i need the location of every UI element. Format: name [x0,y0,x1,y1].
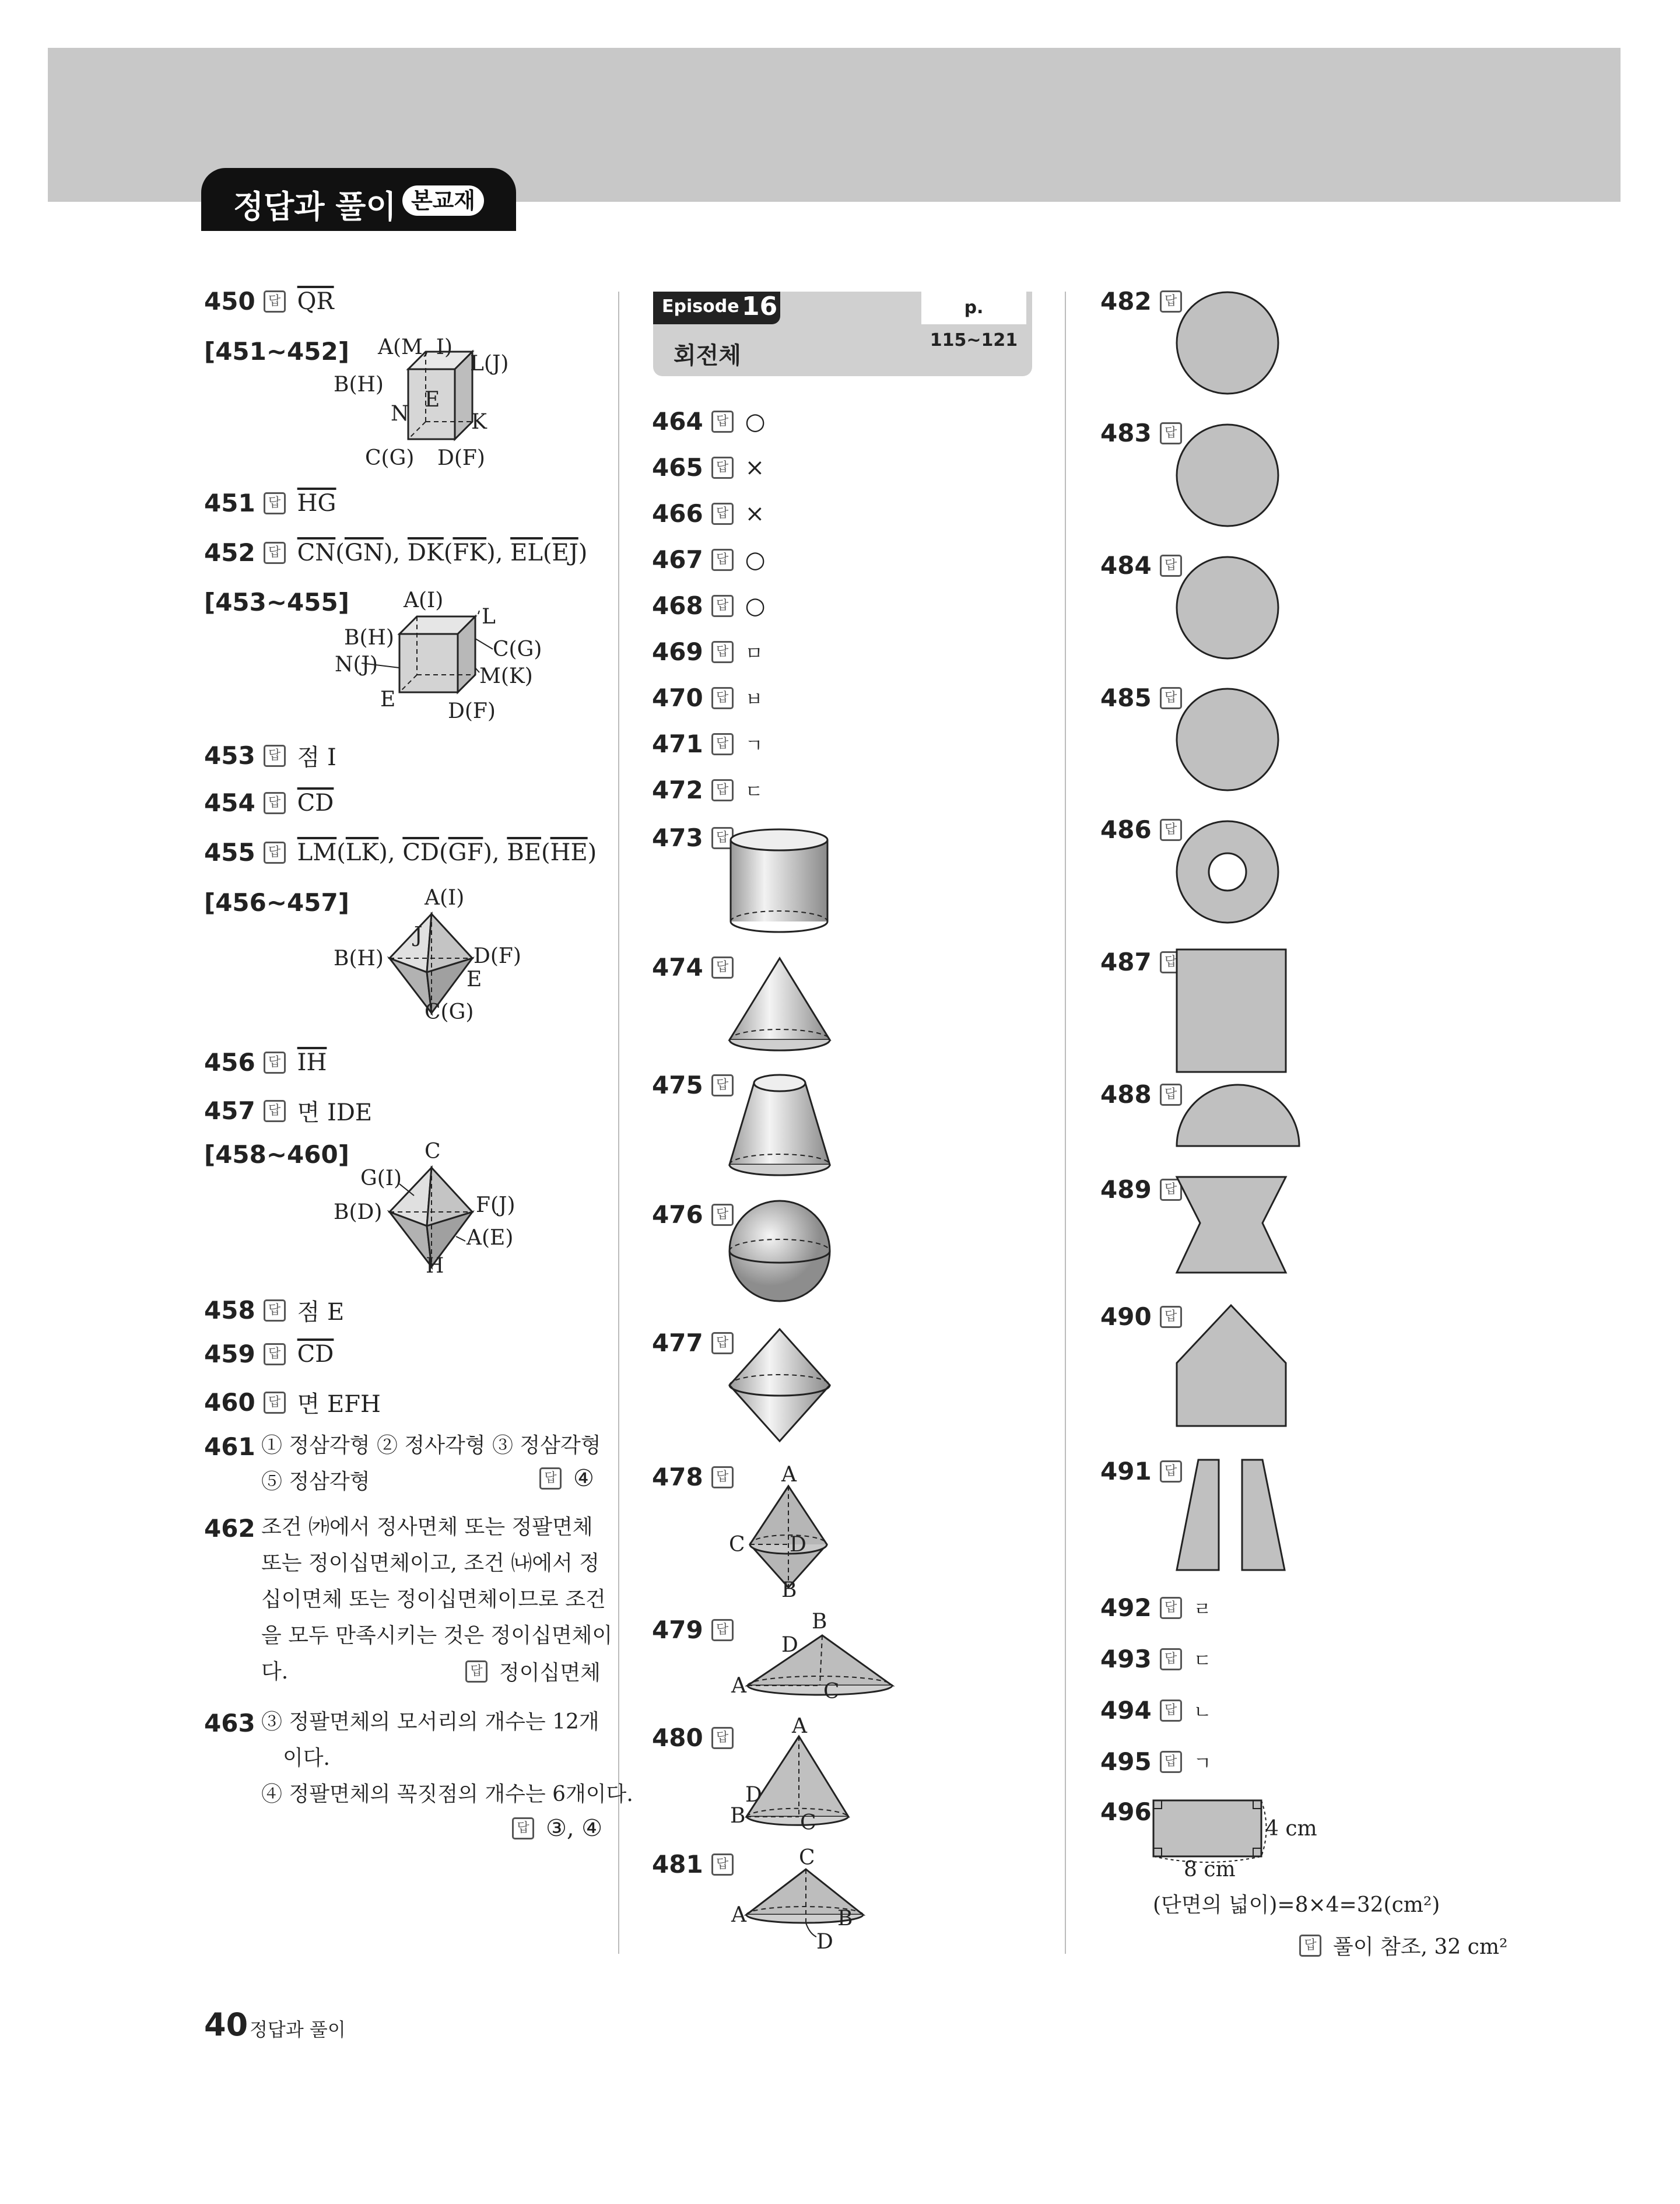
solution-463-line2: 이다. [283,1746,330,1770]
answer-471: 471 답 ㄱ [652,730,763,758]
label-height: 4 cm [1265,1817,1317,1841]
answer-value: 면 EFH [297,1391,381,1418]
label-a: A [731,1674,746,1698]
answer-494: 494 답 ㄴ [1100,1696,1212,1725]
label-a: A(E) [467,1226,514,1250]
answer-457 [204,1094,372,1127]
answer-value: ③, ④ [546,1815,603,1842]
answer-488: 488 답 [1100,1080,1186,1109]
answer-badge: 답 [264,1052,286,1074]
answer-482: 482 답 [1100,287,1186,316]
answer-455: 455 답 $\overline{LM}(\overline{LK})$, $\overline{CD}(\overline{GF})$, $\overline{BE}(\overline{HE})$ [204,838,597,867]
label-b: B [781,1578,797,1598]
label-a: A [792,1718,807,1738]
answer-value: ④ [573,1465,594,1492]
label-a: A(I) [404,588,444,612]
answer-badge: 답 [264,745,286,767]
pentagon-490 [1175,1304,1292,1429]
cone-labeled-figure-480 [723,1718,875,1840]
answer-468: 468 답 ○ [652,591,766,620]
answer-value: 풀이 참조, 32 cm² [1333,1935,1508,1959]
answer-462 [465,1656,601,1686]
answer-477: 477 답 [652,1329,737,1357]
problem-number: 459 [204,1340,255,1368]
label-e: E [467,968,482,991]
flat-cone-figure-481 [723,1846,875,1951]
episode-title: 회전체 [674,342,741,369]
answer-489: 489 답 [1100,1175,1186,1204]
double-cone-labeled-figure [723,1458,851,1598]
answer-badge: 답 [1299,1935,1321,1957]
answer-value: 점 E [297,1299,345,1326]
trapezoids-491 [1175,1458,1292,1575]
answer-badge: 답 [264,1343,286,1365]
label-b: B [812,1611,827,1634]
cube-figure-2 [327,586,560,726]
cone-figure [726,954,843,1056]
page-number: 40 [204,2006,248,2043]
answer-badge: 답 [264,1100,286,1122]
answer-value: 점 I [297,744,336,771]
answer-value: $\overline{HG}$ [297,489,336,517]
label-l: L [482,605,496,629]
circle-484 [1175,555,1286,666]
answer-value: $\overline{CD}$ [297,789,334,817]
answer-495: 495 답 ㄱ [1100,1747,1212,1776]
problem-number: 453 [204,741,255,770]
problem-number: 450 [204,287,255,316]
annulus-486 [1175,819,1286,930]
answer-value: 정이십면체 [499,1661,601,1685]
group-label: [453~455] [204,588,349,616]
column-divider-1 [618,292,619,1954]
label-e: E [425,388,440,412]
column-divider-2 [1065,292,1066,1954]
solution-463-line1: ③ 정팔면체의 모서리의 개수는 12개 [261,1710,599,1734]
answer-465: 465 답 × [652,453,765,482]
answer-value: $\overline{CD}$ [297,1340,334,1368]
label-m: M(K) [479,664,533,688]
answer-469: 469 답 ㅁ [652,637,763,666]
label-d: D(F) [474,944,521,968]
answer-484: 484 답 [1100,551,1186,580]
label-b: B(D) [334,1200,383,1224]
answer-453 [204,739,336,772]
label-c: C [800,1811,816,1835]
label-c: C [823,1680,840,1704]
label-c: C [729,1533,745,1557]
label-d: D [781,1633,798,1657]
answer-badge: 답 [264,492,286,514]
problem-number-496: 496 [1100,1797,1152,1826]
label-b: B [730,1804,746,1828]
answer-badge: 답 [264,1299,286,1322]
answer-456 [204,1048,327,1077]
solution-462-line5: 다. [261,1660,289,1684]
group-label: [456~457] [204,888,349,917]
answer-476: 476 답 [652,1200,737,1229]
answer-464: 464 답 ○ [652,407,766,436]
label-a: A [781,1463,797,1487]
label-d: D [816,1930,833,1951]
problem-number: 457 [204,1096,255,1125]
octahedron-figure-2 [327,1137,548,1283]
answer-461 [539,1465,594,1492]
answer-492: 492 답 ㄹ [1100,1593,1212,1622]
label-c: C(G) [493,637,542,661]
label-a: A(I) [425,886,465,910]
solution-461-line2: ⑤ 정삼각형 [261,1470,370,1494]
answer-486: 486 답 [1100,815,1186,844]
circle-482 [1175,290,1286,401]
answer-458 [204,1294,344,1327]
label-n: N [391,402,409,426]
problem-number: 455 [204,838,255,867]
answer-459 [204,1340,334,1368]
answer-485: 485 답 [1100,684,1186,712]
answer-466: 466 답 × [652,499,765,528]
solution-463-line3: ④ 정팔면체의 꼭짓점의 개수는 6개이다. [261,1782,633,1806]
answer-493: 493 답 ㄷ [1100,1645,1212,1673]
answer-473: 473 답 [652,824,737,852]
semicircle-488 [1175,1082,1303,1149]
problem-number: 458 [204,1296,255,1324]
problem-number-462: 462 [204,1514,255,1543]
label-j: J [414,923,423,947]
label-width: 8 cm [1184,1858,1236,1881]
answer-badge: 답 [264,792,286,814]
rectangle-496 [1149,1793,1335,1887]
answer-479: 479 답 [652,1616,737,1644]
solution-462-line3: 십이면체 또는 정이십면체이므로 조건 [261,1588,606,1611]
answer-value: $\overline{QR}$ [297,288,334,315]
flat-cone-figure-479 [723,1611,898,1704]
rectangle-487 [1175,948,1292,1076]
label-b: B(H) [334,947,384,970]
label-h: H [426,1254,444,1278]
episode-word: Episode [662,296,739,317]
answer-badge: 답 [512,1817,534,1839]
label-l: L(J) [470,352,509,376]
answer-450 [204,287,334,316]
answer-483: 483 답 [1100,419,1186,447]
answer-badge: 답 [264,842,286,864]
label-b: B(H) [344,626,394,650]
answer-452: 452 답 $\overline{CN}(\overline{GN})$, $\overline{DK}(\overline{FK})$, $\overline{EL}(\overline{EJ})$ [204,538,588,567]
answer-487: 487 답 [1100,948,1186,976]
solution-462-line2: 또는 정이십면체이고, 조건 ㈏에서 정 [261,1551,600,1575]
label-a: A(M, I) [378,335,453,359]
label-c: C [425,1140,441,1164]
episode-pages: p. 115~121 [921,292,1026,324]
answer-463 [512,1815,602,1842]
label-n: N(J) [335,653,378,677]
answer-badge: 답 [264,290,286,313]
answer-478: 478 답 [652,1463,737,1491]
answer-460 [204,1386,381,1419]
answer-475: 475 답 [652,1071,737,1099]
problem-number-461: 461 [204,1432,255,1461]
problem-number: 452 [204,538,255,567]
section-title: 정답과 풀이 [233,188,397,225]
hourglass-489 [1175,1175,1292,1274]
label-b: B(H) [334,373,384,397]
section-pill: 본교재 [402,185,484,216]
cube-figure-1 [327,335,513,475]
label-a: A [731,1903,746,1927]
problem-number: 454 [204,789,255,817]
answer-481: 481 답 [652,1850,737,1879]
circle-483 [1175,423,1286,534]
problem-number: 456 [204,1048,255,1077]
label-d: D(F) [437,446,485,470]
label-c: C(G) [365,446,415,470]
label-e: E [380,688,396,712]
answer-badge: 답 [264,542,286,564]
label-d: D [790,1533,806,1557]
answer-badge: 답 [539,1467,562,1490]
label-g: G(I) [360,1166,402,1190]
answer-467: 467 답 ○ [652,545,766,574]
solution-462-line4: 을 모두 만족시키는 것은 정이십면체이 [261,1624,613,1648]
answer-454 [204,789,334,817]
label-b: B [837,1907,853,1930]
label-k: K [471,410,487,434]
octahedron-figure-1 [327,884,548,1029]
label-f: F(J) [476,1193,515,1217]
solution-462-line1: 조건 ㈎에서 정사면체 또는 정팔면체 [261,1515,593,1539]
answer-451 [204,489,336,517]
label-d: D(F) [448,699,496,723]
answer-badge: 답 [465,1660,487,1683]
label-d: D [745,1783,762,1807]
sphere-figure [726,1199,843,1309]
answer-badge: 답 [264,1392,286,1414]
answer-470: 470 답 ㅂ [652,684,763,712]
solution-496-formula: (단면의 넓이)=8×4=32(cm²) [1153,1893,1440,1917]
label-c: C(G) [425,1000,474,1024]
answer-496 [1299,1930,1507,1960]
answer-472: 472 답 ㄷ [652,776,763,804]
answer-474: 474 답 [652,953,737,982]
answer-480: 480 답 [652,1723,737,1752]
solution-461-line1: ① 정삼각형 ② 정사각형 ③ 정삼각형 [261,1434,601,1457]
problem-number: 460 [204,1388,255,1417]
problem-number: 451 [204,489,255,517]
double-cone-figure [726,1327,843,1443]
circle-485 [1175,687,1286,798]
answer-value: $\overline{IH}$ [297,1049,327,1076]
frustum-figure [726,1070,843,1184]
label-c: C [799,1846,815,1870]
answer-value: 면 IDE [297,1099,373,1126]
footer-title: 정답과 풀이 [250,2019,346,2041]
problem-number-463: 463 [204,1709,255,1737]
cylinder-figure [726,825,837,942]
group-label: [451~452] [204,337,349,366]
group-label: [458~460] [204,1140,349,1169]
answer-490: 490 답 [1100,1302,1186,1331]
answer-491: 491 답 [1100,1457,1186,1485]
episode-number: 16 [742,292,778,321]
